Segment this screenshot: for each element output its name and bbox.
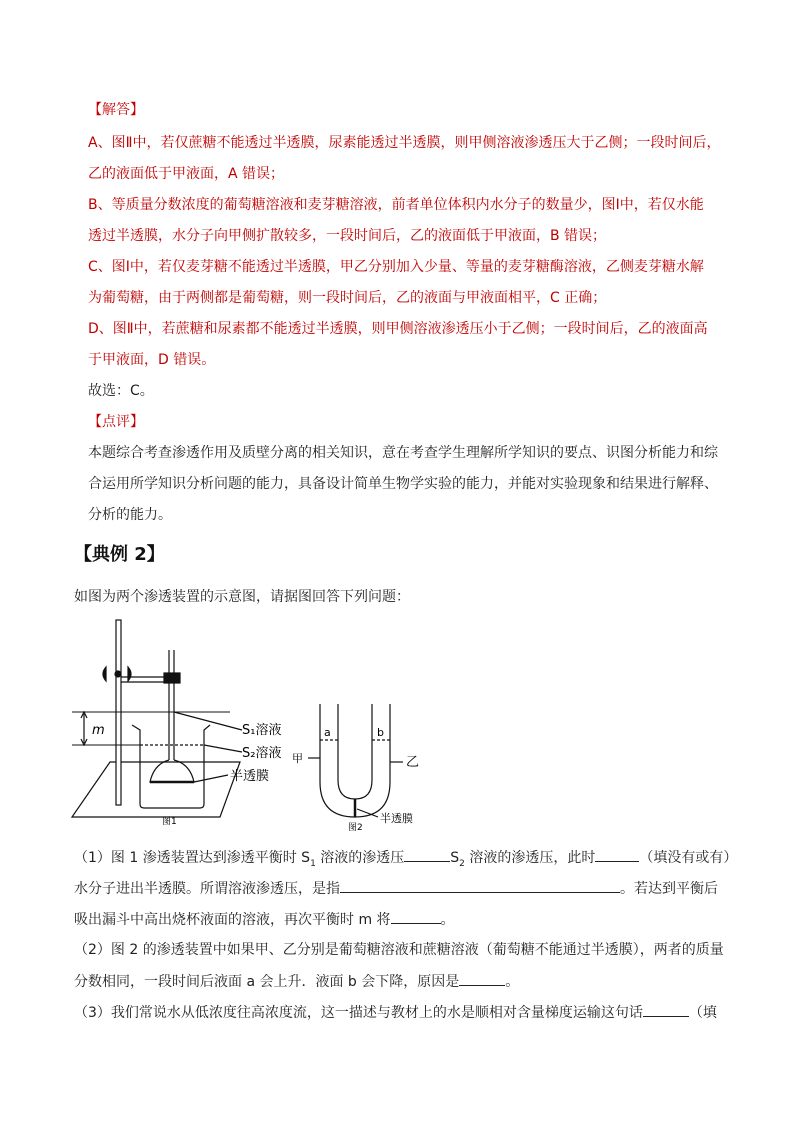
comment-line-3: 分析的能力。: [88, 507, 172, 523]
q1-subscript-1: 1: [310, 858, 316, 869]
q3-text-a: （3）我们常说水从低浓度往高浓度流，这一描述与教材上的水是顺相对含量梯度运输这句话: [74, 1005, 643, 1021]
answer-line-4: 透过半透膜，水分子向甲侧扩散较多，一段时间后，乙的液面低于甲液面，B 错误；: [88, 228, 607, 244]
q1-subscript-2: 2: [459, 858, 465, 869]
q2-line2-text-a: 分数相同，一段时间后液面 a 会上升．液面 b 会下降，原因是: [74, 974, 460, 990]
example-heading: 【典例 2】: [74, 544, 165, 565]
question-3-line-1: [74, 1002, 717, 1023]
fig2-jia-label: 甲: [292, 752, 303, 765]
fig2-caption: 图2: [348, 823, 363, 833]
answer-line-7: D、图Ⅱ中，若蔗糖和尿素都不能透过半透膜，则甲侧溶液渗透压小于乙侧；一段时间后，乙的液面高: [88, 321, 708, 337]
q1-text-c: S: [450, 850, 460, 866]
q1-line2-text-a: 水分子进出半透膜。所谓溶液渗透压，是指: [74, 881, 340, 897]
question-2-line-1: （2）图 2 的渗透装置中如果甲、乙分别是葡萄糖溶液和蔗糖溶液（葡萄糖不能通过半透膜），两者的质量: [74, 942, 724, 958]
fig2-a-label: a: [324, 726, 331, 739]
example-intro: 如图为两个渗透装置的示意图，请据图回答下列问题：: [74, 589, 410, 605]
answer-line-2: 乙的液面低于甲液面，A 错误；: [88, 166, 285, 182]
figure-2: [308, 704, 403, 817]
q1-blank-1[interactable]: [404, 847, 450, 862]
s2-label: S₂溶液: [242, 746, 282, 761]
q1-blank-4[interactable]: [391, 909, 441, 924]
question-2-line-2: [74, 971, 519, 992]
comment-line-1: 本题综合考查渗透作用及质壁分离的相关知识，意在考查学生理解所学知识的要点、识图分析能力和综: [88, 445, 718, 461]
comment-tag: 【点评】: [88, 414, 144, 430]
answer-choice: 故选：C。: [88, 383, 154, 399]
q2-blank-1[interactable]: [459, 971, 505, 986]
answer-line-8: 于甲液面，D 错误。: [88, 352, 216, 368]
answer-line-6: 为葡萄糖，由于两侧都是葡萄糖，则一段时间后，乙的液面与甲液面相平，C 正确；: [88, 290, 607, 306]
fig2-membrane-label: 半透膜: [380, 812, 413, 825]
q1-blank-2[interactable]: [595, 847, 639, 862]
q1-text-b: 溶液的渗透压: [315, 850, 405, 866]
q1-text-d: 溶液的渗透压，此时: [464, 850, 596, 866]
fig2-yi-label: 乙: [406, 755, 420, 770]
answer-line-5: C、图Ⅰ中，若仅麦芽糖不能透过半透膜，甲乙分别加入少量、等量的麦芽糖酶溶液，乙侧麦芽糖水解: [88, 259, 704, 275]
q1-text-e: （填没有或有）: [639, 850, 738, 866]
q3-text-b: （填: [688, 1005, 717, 1021]
fig2-b-label: b: [377, 726, 384, 739]
osmosis-figure: [70, 612, 450, 837]
answer-line-1: A、图Ⅱ中，若仅蔗糖不能透过半透膜，尿素能透过半透膜，则甲侧溶液渗透压大于乙侧；一段时间后，: [88, 135, 721, 151]
q3-blank-1[interactable]: [643, 1002, 689, 1017]
q1-line3-text-b: 。: [440, 912, 455, 928]
figure-1: [72, 620, 242, 817]
comment-line-2: 合运用所学知识分析问题的能力，具备设计简单生物学实验的能力，并能对实验现象和结果进行解释、: [88, 476, 718, 492]
q1-line3-text-a: 吸出漏斗中高出烧杯液面的溶液，再次平衡时 m 将: [74, 912, 391, 928]
q1-blank-3[interactable]: [340, 878, 620, 893]
s1-label: S₁溶液: [242, 723, 282, 738]
question-1-line-3: [74, 909, 455, 930]
q1-line2-text-b: 。若达到平衡后: [620, 881, 718, 897]
m-label: m: [92, 723, 105, 738]
fig1-caption: 图1: [162, 817, 177, 827]
q1-text-a: （1）图 1 渗透装置达到渗透平衡时 S: [74, 850, 311, 866]
question-1-line-2: [74, 878, 718, 899]
question-1-line-1: [74, 847, 737, 874]
fig1-membrane-label: 半透膜: [230, 769, 270, 784]
answer-tag: 【解答】: [88, 102, 144, 118]
answer-line-3: B、等质量分数浓度的葡萄糖溶液和麦芽糖溶液，前者单位体积内水分子的数量少，图Ⅰ中，若仅水能: [88, 197, 704, 213]
q2-line2-text-b: 。: [505, 974, 520, 990]
